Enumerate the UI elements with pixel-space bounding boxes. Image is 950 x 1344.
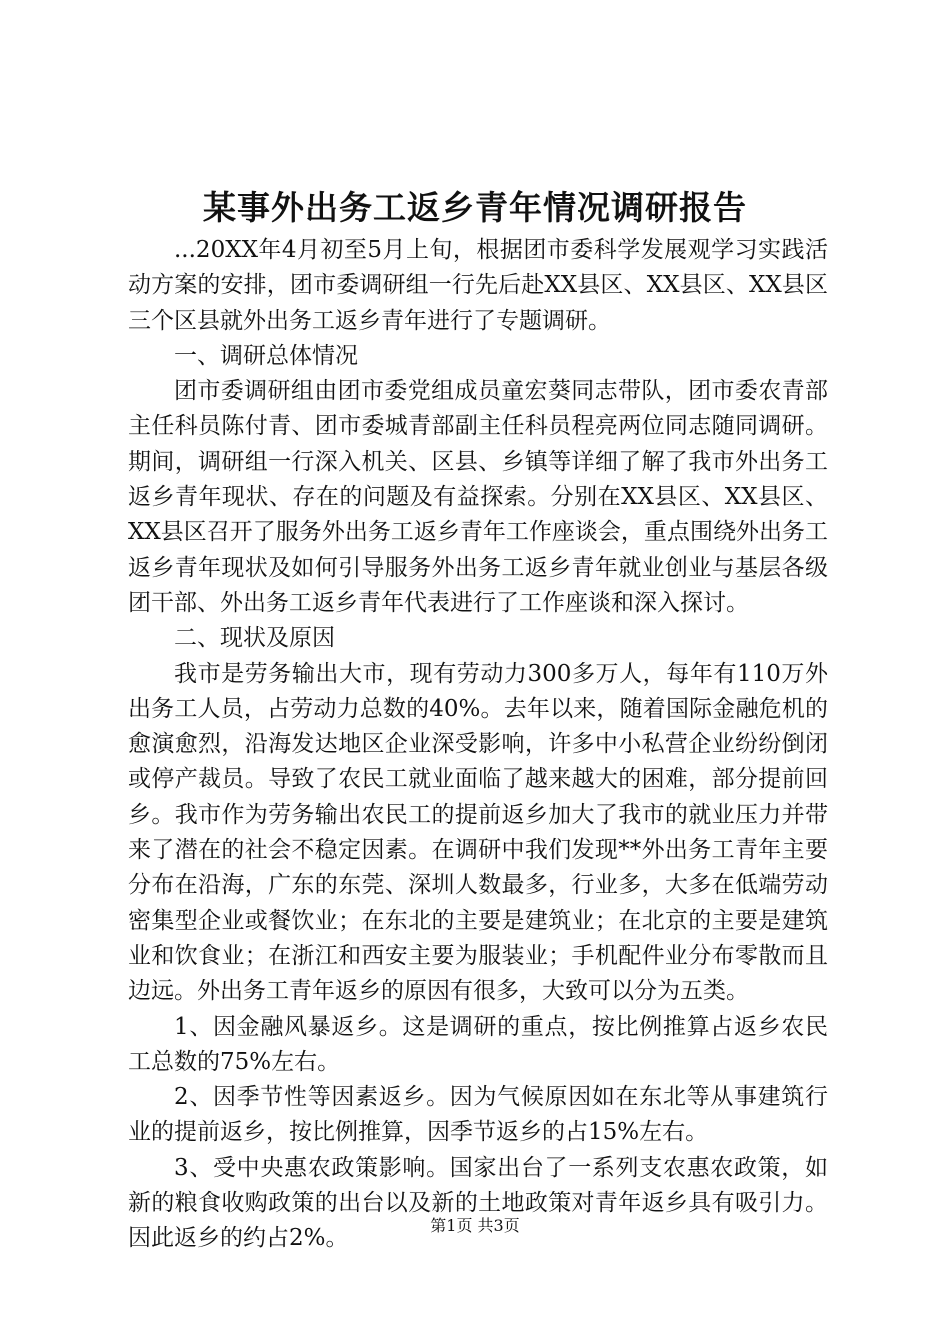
paragraph-status: 我市是劳务输出大市，现有劳动力300多万人，每年有110万外出务工人员，占劳动力总数的40%。去年以来，随着国际金融危机的愈演愈烈，沿海发达地区企业深受影响，许多中小私营企业纷纷倒闭或停产裁员。导致了农民工就业面临了越来越大的困难，部分提前回乡。我市作为劳务输出农民工的提前返乡加大了我市的就业压力并带来了潜在的社会不稳定因素。在调研中我们发现**外出务工青年主要分布在沿海，广东的东莞、深圳人数最多，行业多，大多在低端劳动密集型企业或餐饮业；在东北的主要是建筑业；在北京的主要是建筑业和饮食业；在浙江和西安主要为服装业；手机配件业分布零散而且边远。外出务工青年返乡的原因有很多，大致可以分为五类。: [128, 660, 828, 1005]
list-item-reason-3: 3、受中央惠农政策影响。国家出台了一系列支农惠农政策，如新的粮食收购政策的出台以及新的土地政策对青年返乡具有吸引力。因此返乡的约占2%。: [128, 1154, 828, 1252]
section-heading-overview: 一、调研总体情况: [174, 342, 358, 369]
section-heading-status: 二、现状及原因: [174, 625, 335, 652]
page-number: 第1页 共3页: [430, 1216, 520, 1235]
paragraph-overview: 团市委调研组由团市委党组成员童宏葵同志带队，团市委农青部主任科员陈付青、团市委城青部副主任科员程亮两位同志随同调研。期间，调研组一行深入机关、区县、乡镇等详细了解了我市外出务工返乡青年现状、存在的问题及有益探索。分别在XX县区、XX县区、XX县区召开了服务外出务工返乡青年工作座谈会，重点围绕外出务工返乡青年现状及如何引导服务外出务工返乡青年就业创业与基层各级团干部、外出务工返乡青年代表进行了工作座谈和深入探讨。: [128, 378, 828, 616]
list-item-reason-1: 1、因金融风暴返乡。这是调研的重点，按比例推算占返乡农民工总数的75%左右。: [128, 1013, 828, 1075]
document-body: [128, 233, 828, 1257]
list-item-reason-2: 2、因季节性等因素返乡。因为气候原因如在东北等从事建筑行业的提前返乡，按比例推算，因季节返乡的占15%左右。: [128, 1084, 828, 1146]
paragraph-intro: ...20XX年4月初至5月上旬，根据团市委科学发展观学习实践活动方案的安排，团市委调研组一行先后赴XX县区、XX县区、XX县区三个区县就外出务工返乡青年进行了专题调研。: [128, 237, 828, 334]
document-title: 某事外出务工返乡青年情况调研报告: [203, 188, 747, 227]
